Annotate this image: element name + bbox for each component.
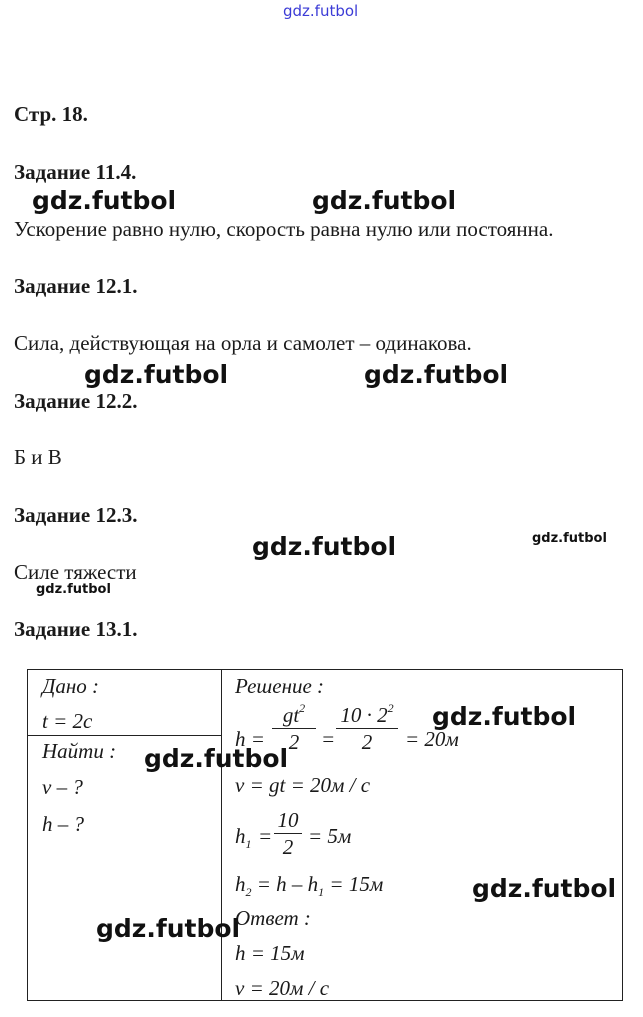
fraction <box>274 808 302 859</box>
exponent: 2 <box>387 701 394 715</box>
fraction-numerator: 10 · 2 <box>340 703 388 727</box>
watermark: gdz.futbol <box>312 186 457 215</box>
task-answer: Б и В <box>14 445 62 469</box>
equals-sign: = <box>258 824 273 848</box>
task-title: Задание 12.3. <box>14 503 138 527</box>
watermark: gdz.futbol <box>532 531 607 546</box>
task-title: Задание 12.1. <box>14 274 138 298</box>
fraction <box>336 703 398 754</box>
answer-height: h = 15м <box>235 941 305 965</box>
equation-lhs: $h_1$ <box>235 824 252 851</box>
task-title: Задание 11.4. <box>14 160 137 184</box>
equation-height-difference: $h_2 = h - h_1 = 15м$ <box>235 872 384 899</box>
find-label: Найти : <box>42 739 117 763</box>
task-title: Задание 12.2. <box>14 389 138 413</box>
table-divider <box>28 735 222 736</box>
given-value: t = 2c <box>42 709 93 733</box>
watermark-top: gdz.futbol <box>283 2 359 20</box>
fraction-numerator: 10 <box>277 808 299 832</box>
exponent: 2 <box>299 701 306 715</box>
fraction-numerator: gt <box>282 703 300 727</box>
task-title: Задание 13.1. <box>14 617 138 641</box>
watermark: gdz.futbol <box>36 582 111 597</box>
task-answer: Силе тяжести <box>14 560 137 584</box>
watermark: gdz.futbol <box>432 702 577 731</box>
given-label: Дано : <box>42 674 100 698</box>
equation-result: = 20м <box>405 727 459 751</box>
equation-result: = 5м <box>308 824 352 848</box>
find-item: h – ? <box>42 812 84 836</box>
equals-sign: = <box>321 727 336 751</box>
equation-velocity: v = gt = 20м / с <box>235 773 371 797</box>
solution-label: Решение : <box>235 674 325 698</box>
table-divider <box>221 670 222 1000</box>
answer-label: Ответ : <box>235 906 311 930</box>
fraction-denominator: 2 <box>282 835 294 859</box>
watermark: gdz.futbol <box>96 914 241 943</box>
watermark: gdz.futbol <box>472 874 617 903</box>
task-answer: Ускорение равно нулю, скорость равна нулю или постоянна. <box>14 217 554 241</box>
watermark: gdz.futbol <box>252 532 397 561</box>
watermark: gdz.futbol <box>84 360 229 389</box>
watermark: gdz.futbol <box>364 360 509 389</box>
watermark: gdz.futbol <box>144 744 289 773</box>
equation-lhs: h = <box>235 727 265 751</box>
fraction-denominator: 2 <box>361 730 373 754</box>
task-answer: Сила, действующая на орла и самолет – одинакова. <box>14 331 472 355</box>
page-label: Стр. 18. <box>14 102 88 126</box>
watermark: gdz.futbol <box>32 186 177 215</box>
fraction-denominator: 2 <box>288 730 300 754</box>
answer-velocity: v = 20м / с <box>235 976 330 1000</box>
find-item: v – ? <box>42 775 83 799</box>
